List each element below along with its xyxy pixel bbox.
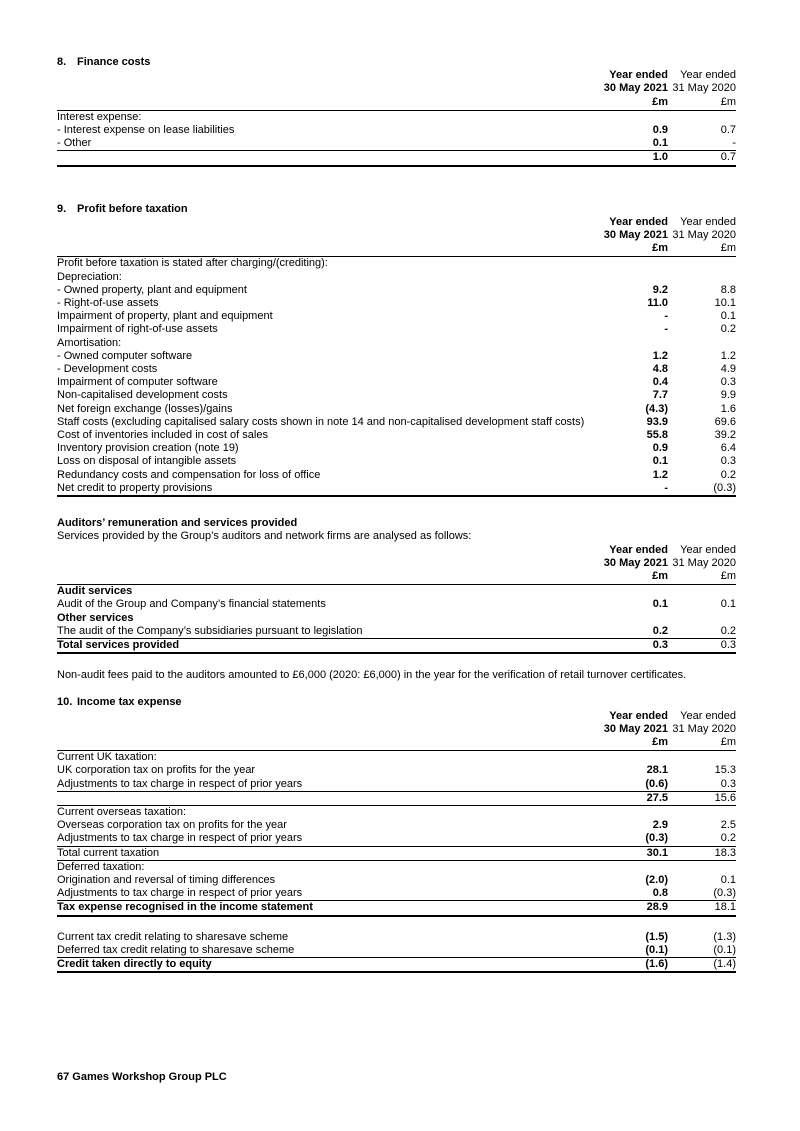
table-row xyxy=(57,598,736,611)
value-2021: 9.2 xyxy=(652,283,668,296)
row-label: Adjustments to tax charge in respect of prior years xyxy=(57,887,303,900)
currency-unit: £m xyxy=(720,95,736,108)
value-2020: 0.7 xyxy=(720,124,736,137)
row-label: Impairment of computer software xyxy=(57,376,218,389)
row-label: Audit of the Group and Company’s financial statements xyxy=(57,598,326,611)
value-2021: 2.9 xyxy=(652,819,668,832)
subsection-title: Auditors’ remuneration and services provided xyxy=(57,517,298,530)
row-label: Redundancy costs and compensation for loss of office xyxy=(57,468,321,481)
row-label: Impairment of property, plant and equipment xyxy=(57,310,273,323)
table-row xyxy=(57,111,736,124)
table-row xyxy=(57,944,736,957)
value-2020: (1.4) xyxy=(713,957,736,970)
row-label: Origination and reversal of timing differences xyxy=(57,873,276,886)
table-row xyxy=(57,429,736,442)
value-2020: 1.6 xyxy=(720,402,736,415)
row-label: - Development costs xyxy=(57,363,158,376)
value-2020 xyxy=(668,271,736,284)
value-2020 xyxy=(668,585,736,598)
value-2020: 0.2 xyxy=(720,832,736,845)
row-label: - Interest expense on lease liabilities xyxy=(57,124,235,137)
table-row xyxy=(57,363,736,376)
row-label: The audit of the Company’s subsidiaries pursuant to legislation xyxy=(57,624,363,637)
table-row xyxy=(57,310,736,323)
row-label xyxy=(57,151,598,164)
header-spacer xyxy=(57,216,598,256)
period-end-date: 30 May 2021 xyxy=(603,229,668,242)
table-row xyxy=(57,416,736,429)
row-label: Audit services xyxy=(57,585,133,598)
value-2020: 10.1 xyxy=(714,297,736,310)
header-spacer xyxy=(57,544,598,584)
table-row xyxy=(57,350,736,363)
column-header-2021 xyxy=(598,544,668,584)
value-2021 xyxy=(598,337,668,350)
value-2020 xyxy=(668,257,736,270)
table-row xyxy=(57,482,736,497)
intro-text: Services provided by the Group’s auditors and network firms are analysed as follows: xyxy=(57,530,472,543)
year-ended-label: Year ended xyxy=(609,69,668,82)
row-label: Impairment of right-of-use assets xyxy=(57,323,218,336)
auditors-services-table xyxy=(57,585,736,654)
table-row xyxy=(57,931,736,944)
row-label: - Right-of-use assets xyxy=(57,297,159,310)
row-label: Current tax credit relating to sharesave scheme xyxy=(57,930,289,943)
year-ended-label: Year ended xyxy=(680,543,736,556)
table-row xyxy=(57,403,736,416)
value-2020: 0.2 xyxy=(720,323,736,336)
table-row xyxy=(57,764,736,777)
period-end-date: 31 May 2020 xyxy=(672,722,736,735)
value-2021 xyxy=(598,612,668,625)
table-row xyxy=(57,376,736,389)
value-2020: 18.3 xyxy=(714,846,736,859)
table-row xyxy=(57,638,736,654)
value-2021: 0.1 xyxy=(652,455,668,468)
value-2020: 0.3 xyxy=(720,455,736,468)
value-2021: 0.3 xyxy=(652,638,668,651)
value-2020 xyxy=(668,111,736,124)
table-row xyxy=(57,137,736,150)
value-2020: (0.3) xyxy=(713,887,736,900)
row-label: Total services provided xyxy=(57,638,180,651)
year-ended-label: Year ended xyxy=(609,709,668,722)
column-header-2020 xyxy=(668,69,736,109)
table-row xyxy=(57,887,736,900)
table-row xyxy=(57,442,736,455)
value-2021 xyxy=(598,111,668,124)
row-label: Current UK taxation: xyxy=(57,751,157,764)
row-label: Non-capitalised development costs xyxy=(57,389,228,402)
profit-before-taxation-table xyxy=(57,257,736,497)
table-row xyxy=(57,832,736,845)
value-2020: 0.7 xyxy=(720,151,736,164)
document-page xyxy=(57,56,736,973)
row-label: Amortisation: xyxy=(57,336,122,349)
value-2020: 18.1 xyxy=(714,901,736,914)
value-2020: (1.3) xyxy=(713,930,736,943)
value-2021 xyxy=(598,806,668,819)
value-2020: - xyxy=(732,137,736,150)
value-2020: 69.6 xyxy=(714,415,736,428)
header-spacer xyxy=(57,69,598,109)
year-ended-label: Year ended xyxy=(680,709,736,722)
row-label: Interest expense: xyxy=(57,110,142,123)
value-2020 xyxy=(668,917,736,931)
year-ended-label: Year ended xyxy=(609,215,668,228)
value-2021: (0.1) xyxy=(645,943,668,956)
section-heading xyxy=(57,696,736,709)
column-header-2020 xyxy=(668,216,736,256)
table-row xyxy=(57,917,736,931)
row-label: - Owned computer software xyxy=(57,349,193,362)
table-row xyxy=(57,389,736,402)
row-label: Profit before taxation is stated after charging/(crediting): xyxy=(57,257,328,270)
value-2020: 15.6 xyxy=(714,791,736,804)
currency-unit: £m xyxy=(652,569,668,582)
table-row xyxy=(57,469,736,482)
value-2021: 55.8 xyxy=(646,429,668,442)
page-footer: 67 Games Workshop Group PLC xyxy=(57,1071,227,1083)
value-2021: 1.2 xyxy=(652,349,668,362)
table-row xyxy=(57,323,736,336)
table-row xyxy=(57,900,736,916)
value-2020 xyxy=(668,751,736,764)
table-row xyxy=(57,124,736,137)
value-2021: 0.1 xyxy=(652,598,668,611)
value-2020 xyxy=(668,861,736,874)
table-row xyxy=(57,751,736,764)
period-end-date: 31 May 2020 xyxy=(672,82,736,95)
value-2021 xyxy=(598,271,668,284)
value-2020: 15.3 xyxy=(714,764,736,777)
row-label: Deferred taxation: xyxy=(57,860,145,873)
section-title: Finance costs xyxy=(77,56,151,68)
row-label: Loss on disposal of intangible assets xyxy=(57,455,237,468)
value-2021: 28.9 xyxy=(646,901,668,914)
table-row xyxy=(57,455,736,468)
section-title: Profit before taxation xyxy=(77,202,188,215)
row-label: Net credit to property provisions xyxy=(57,481,213,494)
period-end-date: 31 May 2020 xyxy=(672,556,736,569)
table-row xyxy=(57,778,736,791)
value-2021: (1.6) xyxy=(645,957,668,970)
row-label: Staff costs (excluding capitalised salary costs shown in note 14 and non-capitalised development staff costs) xyxy=(57,415,585,428)
header-spacer xyxy=(57,710,598,750)
row-label: Credit taken directly to equity xyxy=(57,957,212,970)
value-2020: 0.1 xyxy=(720,598,736,611)
value-2021: 7.7 xyxy=(652,389,668,402)
value-2020: 0.3 xyxy=(720,376,736,389)
value-2020: 9.9 xyxy=(720,389,736,402)
table-row xyxy=(57,257,736,270)
value-2021 xyxy=(598,751,668,764)
currency-unit: £m xyxy=(720,735,736,748)
table-column-headers xyxy=(57,710,736,752)
value-2021 xyxy=(598,861,668,874)
table-row xyxy=(57,150,736,166)
row-label: Depreciation: xyxy=(57,270,122,283)
value-2021: 93.9 xyxy=(646,415,668,428)
value-2020: 0.3 xyxy=(720,638,736,651)
column-header-2020 xyxy=(668,710,736,750)
table-row xyxy=(57,585,736,598)
row-label: Adjustments to tax charge in respect of prior years xyxy=(57,832,303,845)
value-2021: - xyxy=(664,481,668,494)
value-2021: (4.3) xyxy=(645,402,668,415)
value-2021: (1.5) xyxy=(645,930,668,943)
table-row xyxy=(57,806,736,819)
section-number: 9. xyxy=(57,202,67,215)
currency-unit: £m xyxy=(720,569,736,582)
table-row xyxy=(57,861,736,874)
currency-unit: £m xyxy=(652,95,668,108)
value-2020: 0.1 xyxy=(720,873,736,886)
table-row xyxy=(57,791,736,806)
row-label: Total current taxation xyxy=(57,846,160,859)
year-ended-label: Year ended xyxy=(680,215,736,228)
value-2020: 0.1 xyxy=(720,310,736,323)
value-2021: 28.1 xyxy=(646,764,668,777)
value-2020: 6.4 xyxy=(720,442,736,455)
table-row xyxy=(57,297,736,310)
table-row xyxy=(57,957,736,973)
value-2021: (0.6) xyxy=(645,777,668,790)
value-2020: 8.8 xyxy=(720,283,736,296)
row-label xyxy=(57,792,598,805)
row-label: Other services xyxy=(57,611,134,624)
value-2021: 11.0 xyxy=(647,297,668,310)
column-header-2021 xyxy=(598,710,668,750)
value-2020: (0.3) xyxy=(713,481,736,494)
table-row xyxy=(57,625,736,638)
row-label: - Owned property, plant and equipment xyxy=(57,283,247,296)
value-2021: - xyxy=(664,310,668,323)
value-2020: 0.3 xyxy=(720,777,736,790)
row-label: Overseas corporation tax on profits for the year xyxy=(57,819,287,832)
currency-unit: £m xyxy=(720,242,736,255)
value-2021: 0.8 xyxy=(652,887,668,900)
row-label: Net foreign exchange (losses)/gains xyxy=(57,402,233,415)
value-2021: - xyxy=(664,323,668,336)
row-label: UK corporation tax on profits for the year xyxy=(57,764,256,777)
table-row xyxy=(57,284,736,297)
currency-unit: £m xyxy=(652,735,668,748)
non-audit-fees-note: Non-audit fees paid to the auditors amounted to £6,000 (2020: £6,000) in the year for the verification of retail turnover certificates. xyxy=(57,669,687,682)
section-heading xyxy=(57,203,736,216)
finance-costs-table xyxy=(57,111,736,167)
row-label: Inventory provision creation (note 19) xyxy=(57,442,239,455)
value-2020: 39.2 xyxy=(714,429,736,442)
value-2021 xyxy=(598,257,668,270)
value-2021: (2.0) xyxy=(645,873,668,886)
period-end-date: 30 May 2021 xyxy=(603,722,668,735)
value-2020 xyxy=(668,612,736,625)
value-2020: 2.5 xyxy=(720,819,736,832)
section-number: 8. xyxy=(57,56,67,68)
value-2021: 4.8 xyxy=(652,363,668,376)
row-label: Tax expense recognised in the income statement xyxy=(57,901,313,914)
section-finance-costs xyxy=(57,56,736,167)
value-2020 xyxy=(668,806,736,819)
value-2020: (0.1) xyxy=(713,943,736,956)
value-2021 xyxy=(598,917,668,931)
value-2021: 0.4 xyxy=(652,376,668,389)
row-label xyxy=(57,917,598,931)
period-end-date: 31 May 2020 xyxy=(672,229,736,242)
value-2021: (0.3) xyxy=(645,832,668,845)
table-column-headers xyxy=(57,216,736,258)
value-2021: 1.2 xyxy=(652,468,668,481)
table-column-headers xyxy=(57,544,736,586)
row-label: Deferred tax credit relating to sharesave scheme xyxy=(57,943,295,956)
year-ended-label: Year ended xyxy=(609,543,668,556)
value-2020: 1.2 xyxy=(720,349,736,362)
table-row xyxy=(57,874,736,887)
value-2021: 0.9 xyxy=(652,124,668,137)
period-end-date: 30 May 2021 xyxy=(603,556,668,569)
value-2020: 4.9 xyxy=(720,363,736,376)
column-header-2020 xyxy=(668,544,736,584)
section-number: 10. xyxy=(57,696,73,709)
section-income-tax-expense xyxy=(57,696,736,973)
income-tax-table xyxy=(57,751,736,973)
year-ended-label: Year ended xyxy=(680,69,736,82)
section-profit-before-taxation xyxy=(57,203,736,497)
value-2021: 0.1 xyxy=(652,137,668,150)
row-label: Cost of inventories included in cost of sales xyxy=(57,429,268,442)
table-column-headers xyxy=(57,69,736,111)
value-2021: 30.1 xyxy=(646,846,668,859)
column-header-2021 xyxy=(598,216,668,256)
value-2021: 0.9 xyxy=(652,442,668,455)
value-2020: 0.2 xyxy=(720,624,736,637)
section-title: Income tax expense xyxy=(77,696,182,709)
value-2020 xyxy=(668,337,736,350)
table-row xyxy=(57,337,736,350)
section-auditors-remuneration xyxy=(57,517,736,654)
row-label: Adjustments to tax charge in respect of prior years xyxy=(57,777,303,790)
row-label: - Other xyxy=(57,137,92,150)
value-2021: 1.0 xyxy=(652,151,668,164)
value-2021 xyxy=(598,585,668,598)
table-row xyxy=(57,846,736,861)
column-header-2021 xyxy=(598,69,668,109)
table-row xyxy=(57,819,736,832)
table-row xyxy=(57,612,736,625)
table-row xyxy=(57,271,736,284)
value-2021: 0.2 xyxy=(652,624,668,637)
currency-unit: £m xyxy=(652,242,668,255)
row-label: Current overseas taxation: xyxy=(57,805,187,818)
section-heading xyxy=(57,56,736,69)
period-end-date: 30 May 2021 xyxy=(603,82,668,95)
value-2020: 0.2 xyxy=(720,468,736,481)
value-2021: 27.5 xyxy=(646,791,668,804)
